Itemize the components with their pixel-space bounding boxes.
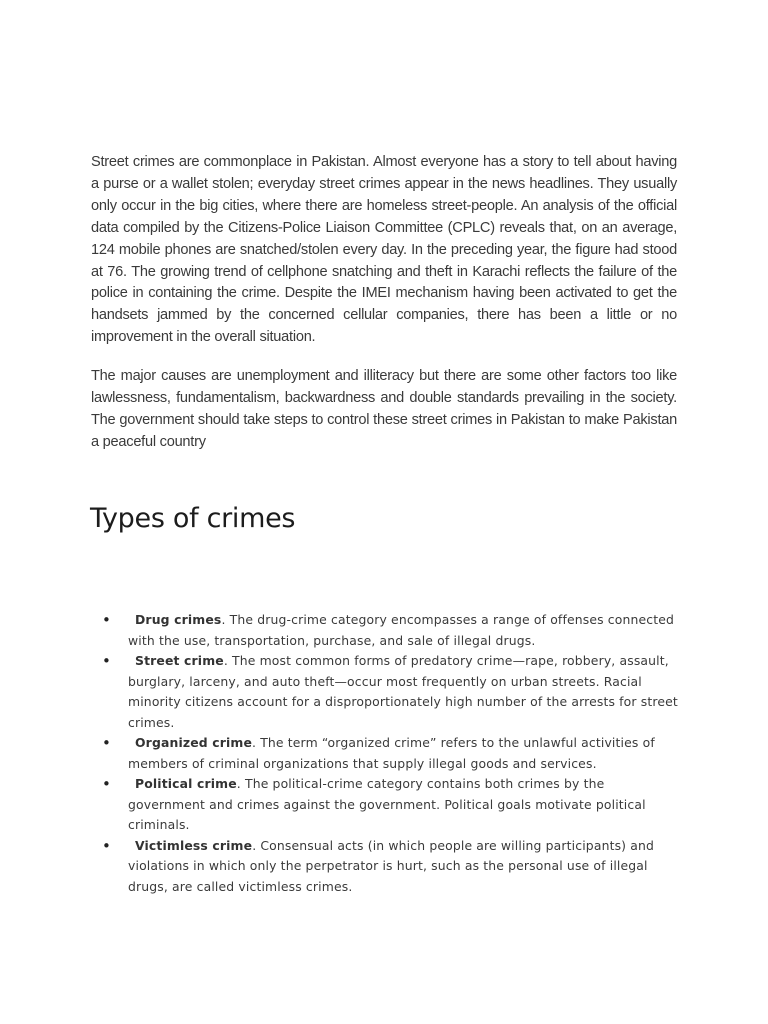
crime-types-list <box>100 610 682 897</box>
bullet-icon: • <box>102 652 111 670</box>
crime-description: . The term “organized crime” refers to the unlawful activities of members of criminal organizations that supply illegal goods and services. <box>128 735 655 771</box>
causes-paragraph: The major causes are unemployment and illiteracy but there are some other factors too like lawlessness, fundamentalism, backwardness and double standards prevailing in the society. The government should take steps to control these street crimes in Pakistan to make Pakistan a peaceful country <box>91 368 677 450</box>
section-heading: Types of crimes <box>90 503 296 534</box>
crime-description: . The most common forms of predatory crime—rape, robbery, assault, burglary, larceny, and auto theft—occur most frequently on urban streets. Racial minority citizens account for a disproportionately high number of the arrests for street crimes. <box>128 653 678 730</box>
list-item-victimless-crime <box>100 836 682 898</box>
crime-term: Victimless crime <box>135 837 253 853</box>
crime-description: . The drug-crime category encompasses a range of offenses connected with the use, transportation, purchase, and sale of illegal drugs. <box>128 612 675 648</box>
crime-description: . Consensual acts (in which people are willing participants) and violations in which only the perpetrator is hurt, such as the personal use of illegal drugs, are called victimless crimes. <box>128 837 655 894</box>
crime-term: Political crime <box>135 776 237 791</box>
crime-term: Organized crime <box>135 735 253 750</box>
crime-term: Street crime <box>135 653 224 668</box>
crime-description: . The political-crime category contains both crimes by the government and crimes against the government. Political goals motivate political criminals. <box>128 776 646 832</box>
bullet-icon: • <box>102 734 111 752</box>
list-item-street-crime <box>100 651 682 733</box>
list-item-drug-crimes <box>100 610 682 651</box>
bullet-icon: • <box>102 775 111 793</box>
list-item-organized-crime <box>100 733 682 774</box>
bullet-icon: • <box>102 611 111 629</box>
crime-term: Drug crimes <box>135 612 222 627</box>
intro-paragraph: Street crimes are commonplace in Pakistan. Almost everyone has a story to tell about having a purse or a wallet stolen; everyday street crimes appear in the news headlines. They usually only occur in the big cities, where there are homeless street-people. An analysis of the official data compiled by the Citizens-Police Liaison Committee (CPLC) reveals that, on an average, 124 mobile phones are snatched/stolen every day. In the preceding year, the figure had stood at 76. The growing trend of cellphone snatching and theft in Karachi reflects the failure of the police in containing the crime. Despite the IMEI mechanism having been activated to get the handsets jammed by the concerned cellular companies, there has been a little or no improvement in the overall situation. <box>91 154 677 346</box>
bullet-icon: • <box>102 836 111 855</box>
list-item-political-crime <box>100 774 682 836</box>
